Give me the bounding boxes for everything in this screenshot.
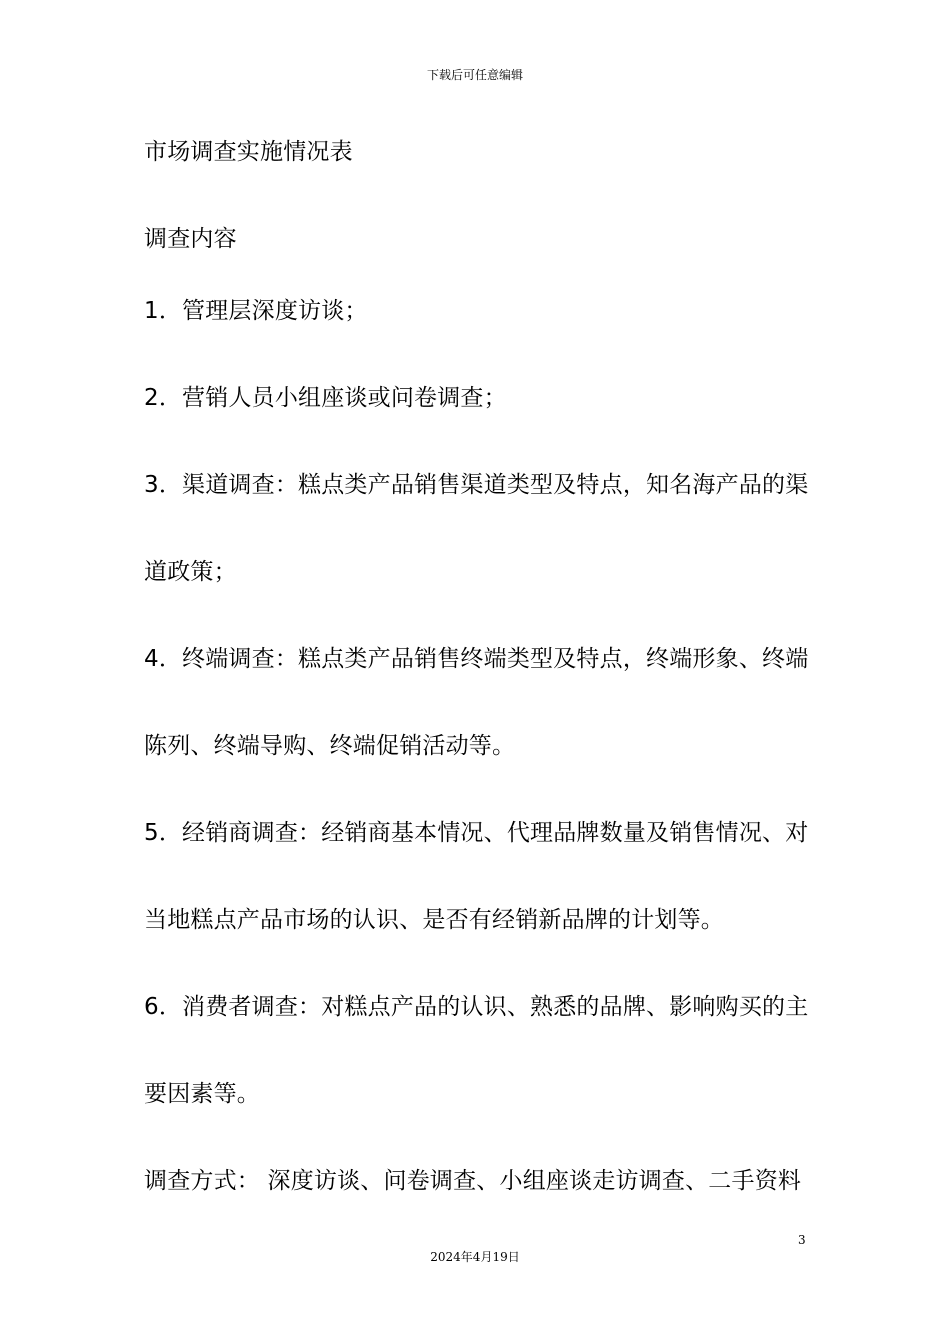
section-heading: 调查内容 — [144, 226, 237, 252]
list-item: 2．营销人员小组座谈或问卷调查； — [144, 385, 507, 411]
list-item-continuation: 陈列、终端导购、终端促销活动等。 — [144, 733, 516, 759]
list-item-continuation: 当地糕点产品市场的认识、是否有经销新品牌的计划等。 — [144, 907, 724, 933]
footer-date: 2024年4月19日 — [430, 1250, 520, 1264]
document-title: 市场调查实施情况表 — [144, 139, 353, 165]
survey-method-line: 调查方式： 深度访谈、问卷调查、小组座谈走访调查、二手资料 — [144, 1168, 802, 1194]
list-item-continuation: 道政策； — [144, 559, 237, 585]
list-item: 3．渠道调查：糕点类产品销售渠道类型及特点，知名海产品的渠 — [144, 472, 809, 498]
list-item: 5．经销商调查：经销商基本情况、代理品牌数量及销售情况、对 — [144, 820, 809, 846]
list-item: 1．管理层深度访谈； — [144, 298, 368, 324]
list-item: 6．消费者调查：对糕点产品的认识、熟悉的品牌、影响购买的主 — [144, 994, 809, 1020]
list-item-continuation: 要因素等。 — [144, 1081, 260, 1107]
page-header-note: 下载后可任意编辑 — [426, 68, 523, 82]
list-item: 4．终端调查：糕点类产品销售终端类型及特点，终端形象、终端 — [144, 646, 809, 672]
page-number: 3 — [798, 1233, 806, 1247]
